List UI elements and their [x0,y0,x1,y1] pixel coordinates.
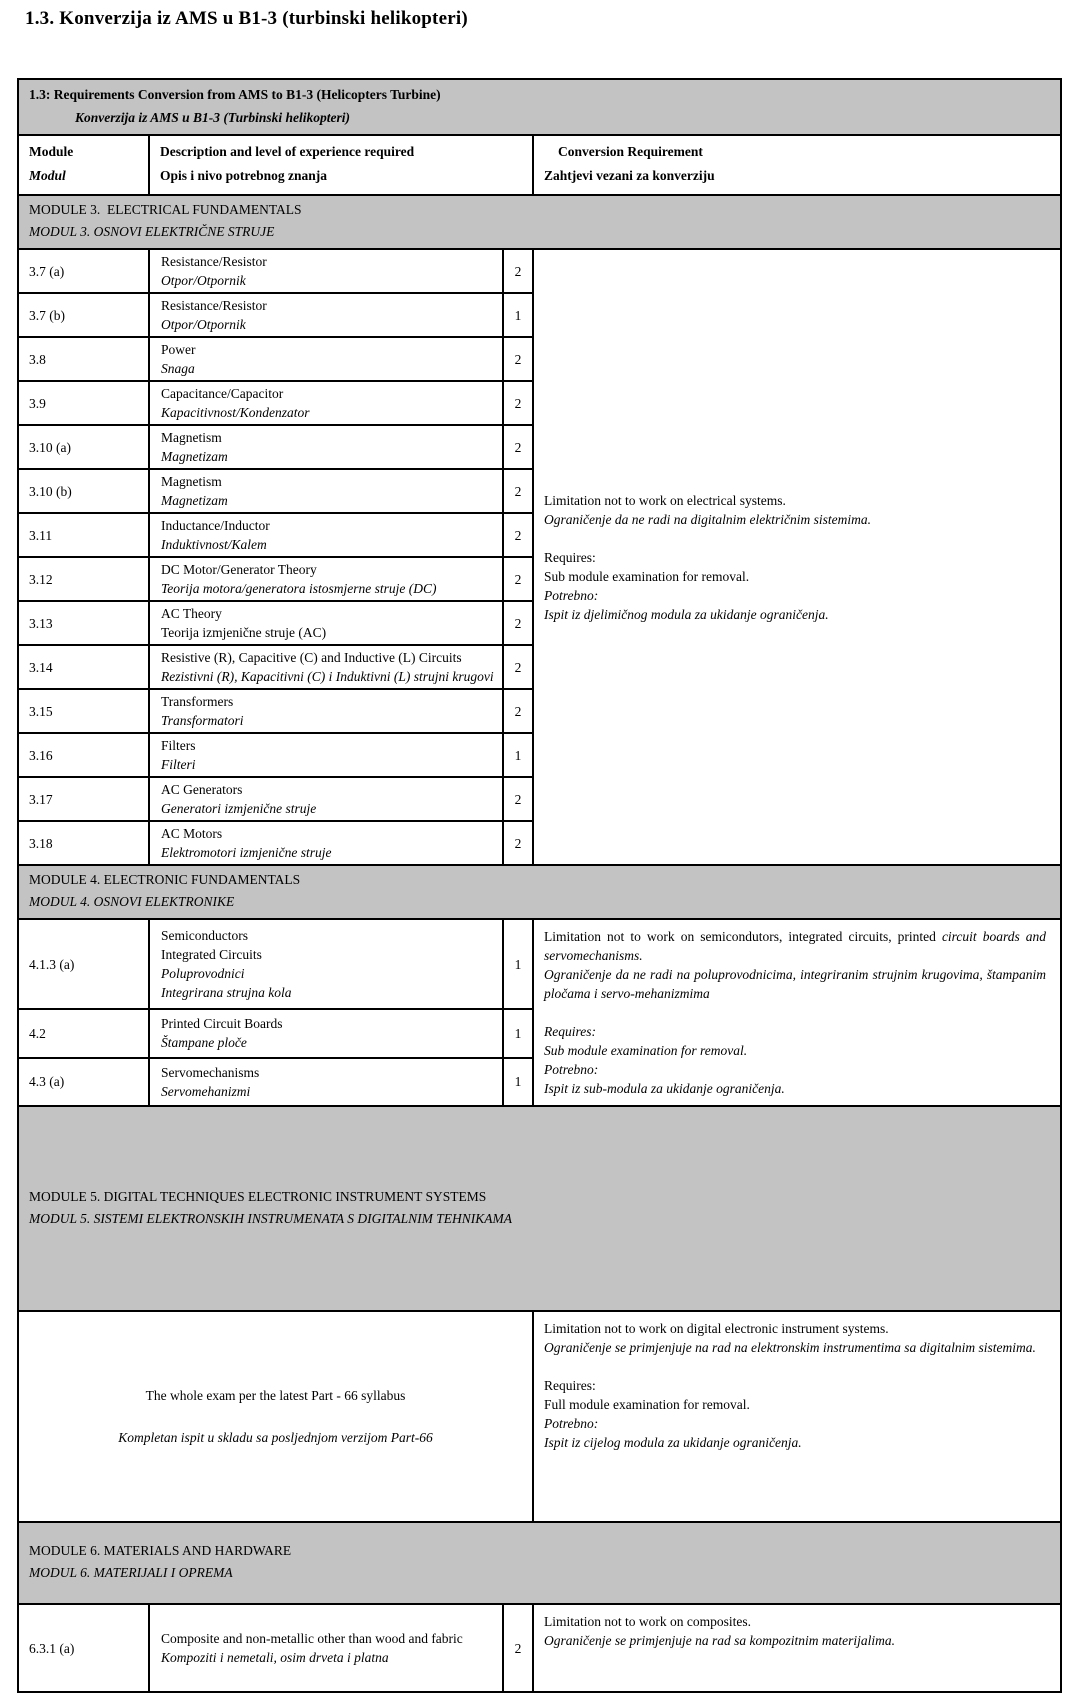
description-line: Elektromotori izmjenične struje [161,845,332,860]
requirement-paragraph: Ispit iz djelimičnog modula za ukidanje ograničenja. [544,606,829,622]
description-line: Semiconductors [161,928,248,944]
description-line: Poluprovodnici [161,966,245,982]
description-line: Magnetizam [161,449,228,464]
description-line: AC Theory [161,606,222,621]
table-title-row [18,79,1061,135]
level-cell: 2 [503,601,533,645]
description-cell [149,513,503,557]
requirement-paragraph: Ispit iz cijelog modula za ukidanje ograničenja. [544,1435,802,1450]
module-cell: 3.9 [18,381,149,425]
description-line: Filters [161,738,196,753]
exam-line: The whole exam per the latest Part - 66 syllabus [145,1388,406,1403]
requirement-paragraph [544,529,1046,548]
level-cell: 1 [503,1058,533,1106]
requirement-cell [533,1604,1061,1692]
description-line: Induktivnost/Kalem [161,537,267,552]
description-cell [149,557,503,601]
description-line: Rezistivni (R), Kapacitivni (C) i Induktivni (L) strujni krugovi [161,669,494,684]
exam-line: Kompletan ispit u skladu sa posljednjom verzijom Part-66 [118,1430,433,1445]
description-line: Power [161,342,196,357]
column-header-description [149,135,533,195]
exam-description-cell [18,1311,533,1522]
level-cell: 2 [503,645,533,689]
description-line: Capacitance/Capacitor [161,386,284,401]
table-title-hr: Konverzija iz AMS u B1-3 (Turbinski helikopteri) [75,110,351,125]
description-cell [149,601,503,645]
section-header-row [18,1522,1061,1604]
level-cell: 2 [503,557,533,601]
level-cell: 1 [503,293,533,337]
description-line: Magnetism [161,430,222,445]
module-cell: 3.14 [18,645,149,689]
description-cell [149,777,503,821]
requirement-cell [533,919,1061,1106]
level-cell: 2 [503,689,533,733]
description-line: Teorija motora/generatora istosmjerne struje (DC) [161,581,437,596]
column-header-description-hr: Opis i nivo potrebnog znanja [160,168,328,183]
column-header-module-hr: Modul [29,168,66,183]
level-cell: 1 [503,733,533,777]
description-line: Kompoziti i nemetali, osim drveta i platna [161,1650,389,1665]
description-cell [149,381,503,425]
module-cell: 3.17 [18,777,149,821]
table-row [18,919,1061,1009]
description-line: Filteri [161,757,196,772]
description-line: Generatori izmjenične struje [161,801,317,816]
level-cell: 2 [503,469,533,513]
requirement-paragraph: Potrebno: [544,1062,599,1077]
column-header-module-en: Module [29,144,74,159]
requirement-paragraph: Ograničenje da ne radi na digitalnim električnim sistemima. [544,511,871,527]
requirement-cell [533,1311,1061,1522]
section-header-hr: MODUL 4. OSNOVI ELEKTRONIKE [29,894,235,909]
level-cell: 2 [503,777,533,821]
requirement-cell [533,249,1061,865]
description-cell [149,821,503,865]
requirement-paragraph: Limitation not to work on electrical systems. [544,492,786,508]
module-cell: 4.2 [18,1009,149,1057]
module-cell: 6.3.1 (a) [18,1604,149,1692]
level-cell: 2 [503,821,533,865]
requirement-paragraph: Potrebno: [544,587,599,603]
module-cell: 4.3 (a) [18,1058,149,1106]
level-cell: 2 [503,425,533,469]
module-cell: 3.16 [18,733,149,777]
description-line: DC Motor/Generator Theory [161,562,317,577]
section-header-hr: MODUL 6. MATERIJALI I OPREMA [29,1565,233,1580]
description-cell [149,919,503,1009]
table-title-cell [18,79,1061,135]
description-line: Resistance/Resistor [161,254,267,269]
description-cell [149,249,503,293]
section-header-cell [18,865,1061,919]
section-header-row [18,195,1061,249]
section-header-hr: MODUL 3. OSNOVI ELEKTRIČNE STRUJE [29,224,275,239]
requirement-paragraph: Limitation not to work on digital electronic instrument systems. [544,1321,889,1336]
requirement-paragraph [544,1357,1046,1376]
description-cell [149,689,503,733]
column-header-row [18,135,1061,195]
description-line: Integrated Circuits [161,947,262,963]
requirement-paragraph: Limitation not to work on semicondutors, integrated circuits, printed circuit boards and servomechanisms. [544,929,1047,963]
description-line: Magnetism [161,474,222,489]
requirement-paragraph: Ispit iz sub-modula za ukidanje ograničenja. [544,1081,785,1096]
column-header-requirement-hr: Zahtjevi vezani za konverziju [544,168,715,183]
section-header-en: MODULE 6. MATERIALS AND HARDWARE [29,1543,292,1558]
description-line: Resistance/Resistor [161,298,267,313]
description-cell [149,469,503,513]
section-header-hr: MODUL 5. SISTEMI ELEKTRONSKIH INSTRUMENATA S DIGITALNIM TEHNIKAMA [29,1210,513,1226]
requirement-paragraph: Ograničenje se primjenjuje na rad na elektronskim instrumentima sa digitalnim sistemima. [544,1340,1036,1355]
requirement-paragraph: Ograničenje se primjenjuje na rad sa kompozitnim materijalima. [544,1633,895,1648]
requirement-paragraph: Requires: [544,549,596,565]
table-row [18,1311,1061,1522]
module-cell: 3.10 (b) [18,469,149,513]
description-line: Resistive (R), Capacitive (C) and Inductive (L) Circuits [161,650,462,665]
description-line: Otpor/Otpornik [161,273,246,288]
section-header-row [18,1106,1061,1311]
description-line: AC Motors [161,826,223,841]
column-header-requirement [533,135,1061,195]
section-header-cell [18,195,1061,249]
module-cell: 3.8 [18,337,149,381]
requirement-paragraph: Requires: [544,1378,596,1393]
column-header-requirement-en: Conversion Requirement [558,144,703,159]
module-cell: 3.11 [18,513,149,557]
level-cell: 2 [503,1604,533,1692]
column-header-description-en: Description and level of experience required [160,144,415,159]
description-line: Composite and non-metallic other than wood and fabric [161,1631,463,1646]
description-line: Servomehanizmi [161,1083,251,1099]
requirement-paragraph: Sub module examination for removal. [544,1043,748,1058]
module-cell: 3.7 (b) [18,293,149,337]
description-line: Magnetizam [161,493,228,508]
column-header-module [18,135,149,195]
description-line: Snaga [161,361,195,376]
table-row [18,249,1061,293]
module-cell: 3.12 [18,557,149,601]
requirement-paragraph: Limitation not to work on composites. [544,1614,751,1629]
description-line: Teorija izmjenične struje (AC) [161,625,327,640]
level-cell: 2 [503,337,533,381]
level-cell: 2 [503,381,533,425]
conversion-table [17,78,1062,1693]
description-cell [149,733,503,777]
description-line: Printed Circuit Boards [161,1016,283,1032]
requirement-paragraph: Ograničenje da ne radi na poluprovodnicima, integriranim strujnim krugovima, štampanim pločama i servo-mehanizmima [544,967,1047,1001]
description-line: Štampane ploče [161,1035,247,1051]
requirement-paragraph [544,1003,1046,1022]
description-line: Transformatori [161,713,244,728]
section-header-en: MODULE 4. ELECTRONIC FUNDAMENTALS [29,872,301,887]
module-cell: 3.10 (a) [18,425,149,469]
description-line: Servomechanisms [161,1064,260,1080]
description-cell [149,1009,503,1057]
table-title-en: 1.3: Requirements Conversion from AMS to B1-3 (Helicopters Turbine) [29,87,441,102]
requirement-paragraph: Sub module examination for removal. [544,568,750,584]
level-cell: 1 [503,919,533,1009]
requirement-paragraph: Potrebno: [544,1416,599,1431]
level-cell: 2 [503,513,533,557]
requirement-paragraph: Full module examination for removal. [544,1397,750,1412]
description-cell [149,293,503,337]
section-header-cell [18,1106,1061,1311]
module-cell: 3.18 [18,821,149,865]
page-title: 1.3. Konverzija iz AMS u B1-3 (turbinski helikopteri) [25,8,468,29]
description-cell [149,1604,503,1692]
description-line: Inductance/Inductor [161,518,270,533]
description-line: Otpor/Otpornik [161,317,246,332]
description-line: Transformers [161,694,234,709]
section-header-row [18,865,1061,919]
section-header-cell [18,1522,1061,1604]
description-line: Integrirana strujna kola [161,985,292,1001]
level-cell: 1 [503,1009,533,1057]
description-cell [149,425,503,469]
level-cell: 2 [503,249,533,293]
description-line: AC Generators [161,782,243,797]
section-header-en: MODULE 5. DIGITAL TECHNIQUES ELECTRONIC INSTRUMENT SYSTEMS [29,1188,487,1204]
requirement-paragraph: Requires: [544,1024,596,1039]
module-cell: 3.13 [18,601,149,645]
description-cell [149,337,503,381]
description-cell [149,645,503,689]
description-cell [149,1058,503,1106]
section-header-en: MODULE 3. ELECTRICAL FUNDAMENTALS [29,202,302,217]
module-cell: 3.15 [18,689,149,733]
module-cell: 4.1.3 (a) [18,919,149,1009]
description-line: Kapacitivnost/Kondenzator [161,405,310,420]
table-row [18,1604,1061,1692]
module-cell: 3.7 (a) [18,249,149,293]
exam-line [39,1406,512,1427]
